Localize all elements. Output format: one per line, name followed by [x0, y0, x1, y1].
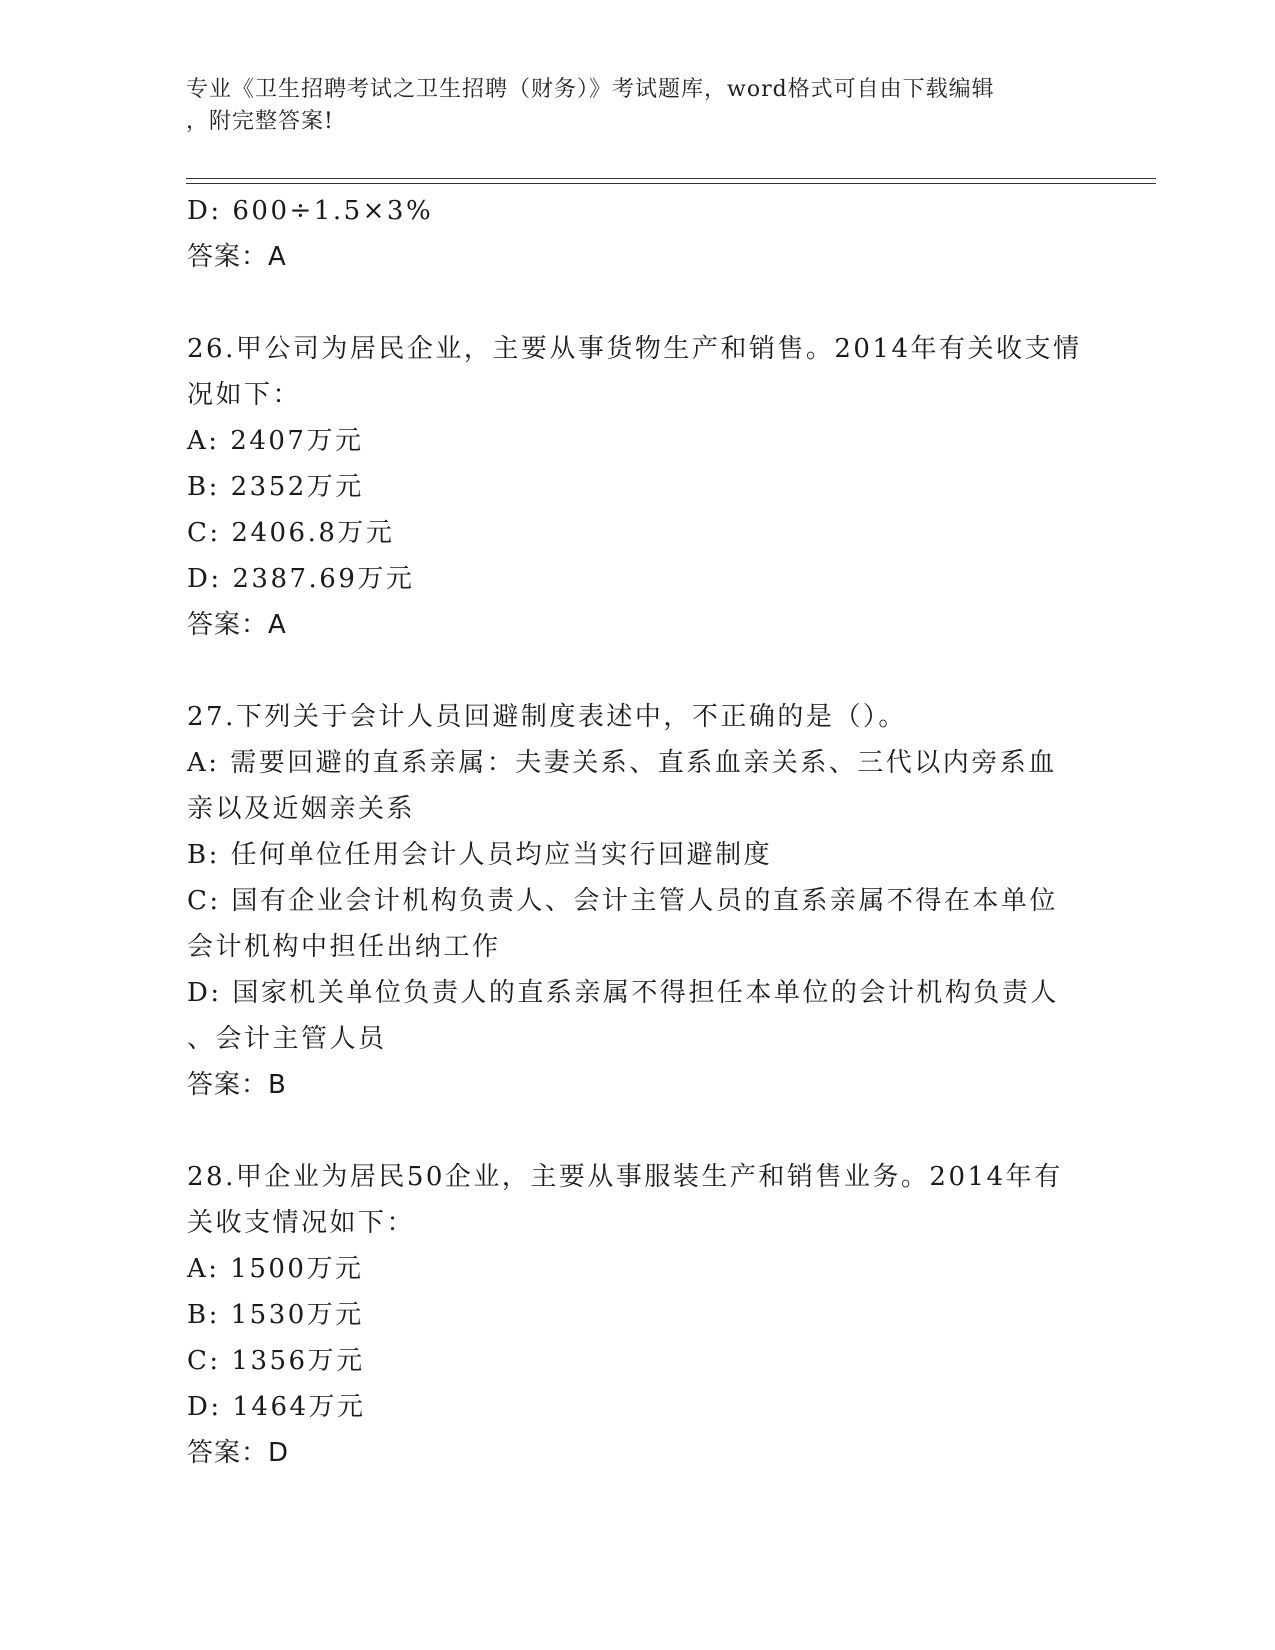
answer-line: 答案：A — [187, 242, 287, 272]
spacer — [187, 280, 1087, 326]
document-body — [187, 188, 1087, 1476]
header-line-2: ，附完整答案! — [186, 109, 334, 134]
option-b: B: 2352万元 — [187, 472, 364, 502]
question-stem: 27.下列关于会计人员回避制度表述中，不正确的是（）。 — [187, 702, 907, 732]
option-c: C: 1356万元 — [187, 1346, 365, 1376]
question-28 — [187, 1154, 1087, 1476]
option-c: C: 2406.8万元 — [187, 518, 395, 548]
option-a: A: 需要回避的直系亲属：夫妻关系、直系血亲关系、三代以内旁系血 — [187, 748, 1057, 778]
question-26 — [187, 326, 1087, 648]
question-stem-cont: 关收支情况如下： — [187, 1208, 416, 1238]
option-d: D: 国家机关单位负责人的直系亲属不得担任本单位的会计机构负责人 — [187, 978, 1059, 1008]
option-a-cont: 亲以及近姻亲关系 — [187, 794, 416, 824]
question-27 — [187, 694, 1087, 1108]
option-a: A: 1500万元 — [187, 1254, 364, 1284]
header-line-1: 专业《卫生招聘考试之卫生招聘（财务）》考试题库，word格式可自由下载编辑 — [186, 77, 995, 102]
option-d: D: 2387.69万元 — [187, 564, 415, 594]
answer-line: 答案：B — [187, 1070, 287, 1100]
option-d-cont: 、会计主管人员 — [187, 1024, 387, 1054]
spacer — [187, 648, 1087, 694]
option-a: A: 2407万元 — [187, 426, 364, 456]
question-stem: 28.甲企业为居民50企业，主要从事服装生产和销售业务。2014年有 — [187, 1162, 1063, 1192]
option-b: B: 任何单位任用会计人员均应当实行回避制度 — [187, 840, 773, 870]
option-b: B: 1530万元 — [187, 1300, 364, 1330]
option-d: D: 600÷1.5×3% — [187, 196, 434, 226]
answer-line: 答案：A — [187, 610, 287, 640]
question-25-tail — [187, 188, 1087, 280]
answer-line: 答案：D — [187, 1438, 290, 1468]
option-c: C: 国有企业会计机构负责人、会计主管人员的直系亲属不得在本单位 — [187, 886, 1058, 916]
document-header — [186, 74, 1086, 138]
header-divider-top — [186, 178, 1156, 179]
option-d: D: 1464万元 — [187, 1392, 366, 1422]
spacer — [187, 1108, 1087, 1154]
question-stem-cont: 况如下： — [187, 380, 302, 410]
header-divider-bottom — [186, 183, 1156, 184]
option-c-cont: 会计机构中担任出纳工作 — [187, 932, 501, 962]
question-stem: 26.甲公司为居民企业，主要从事货物生产和销售。2014年有关收支情 — [187, 334, 1082, 364]
